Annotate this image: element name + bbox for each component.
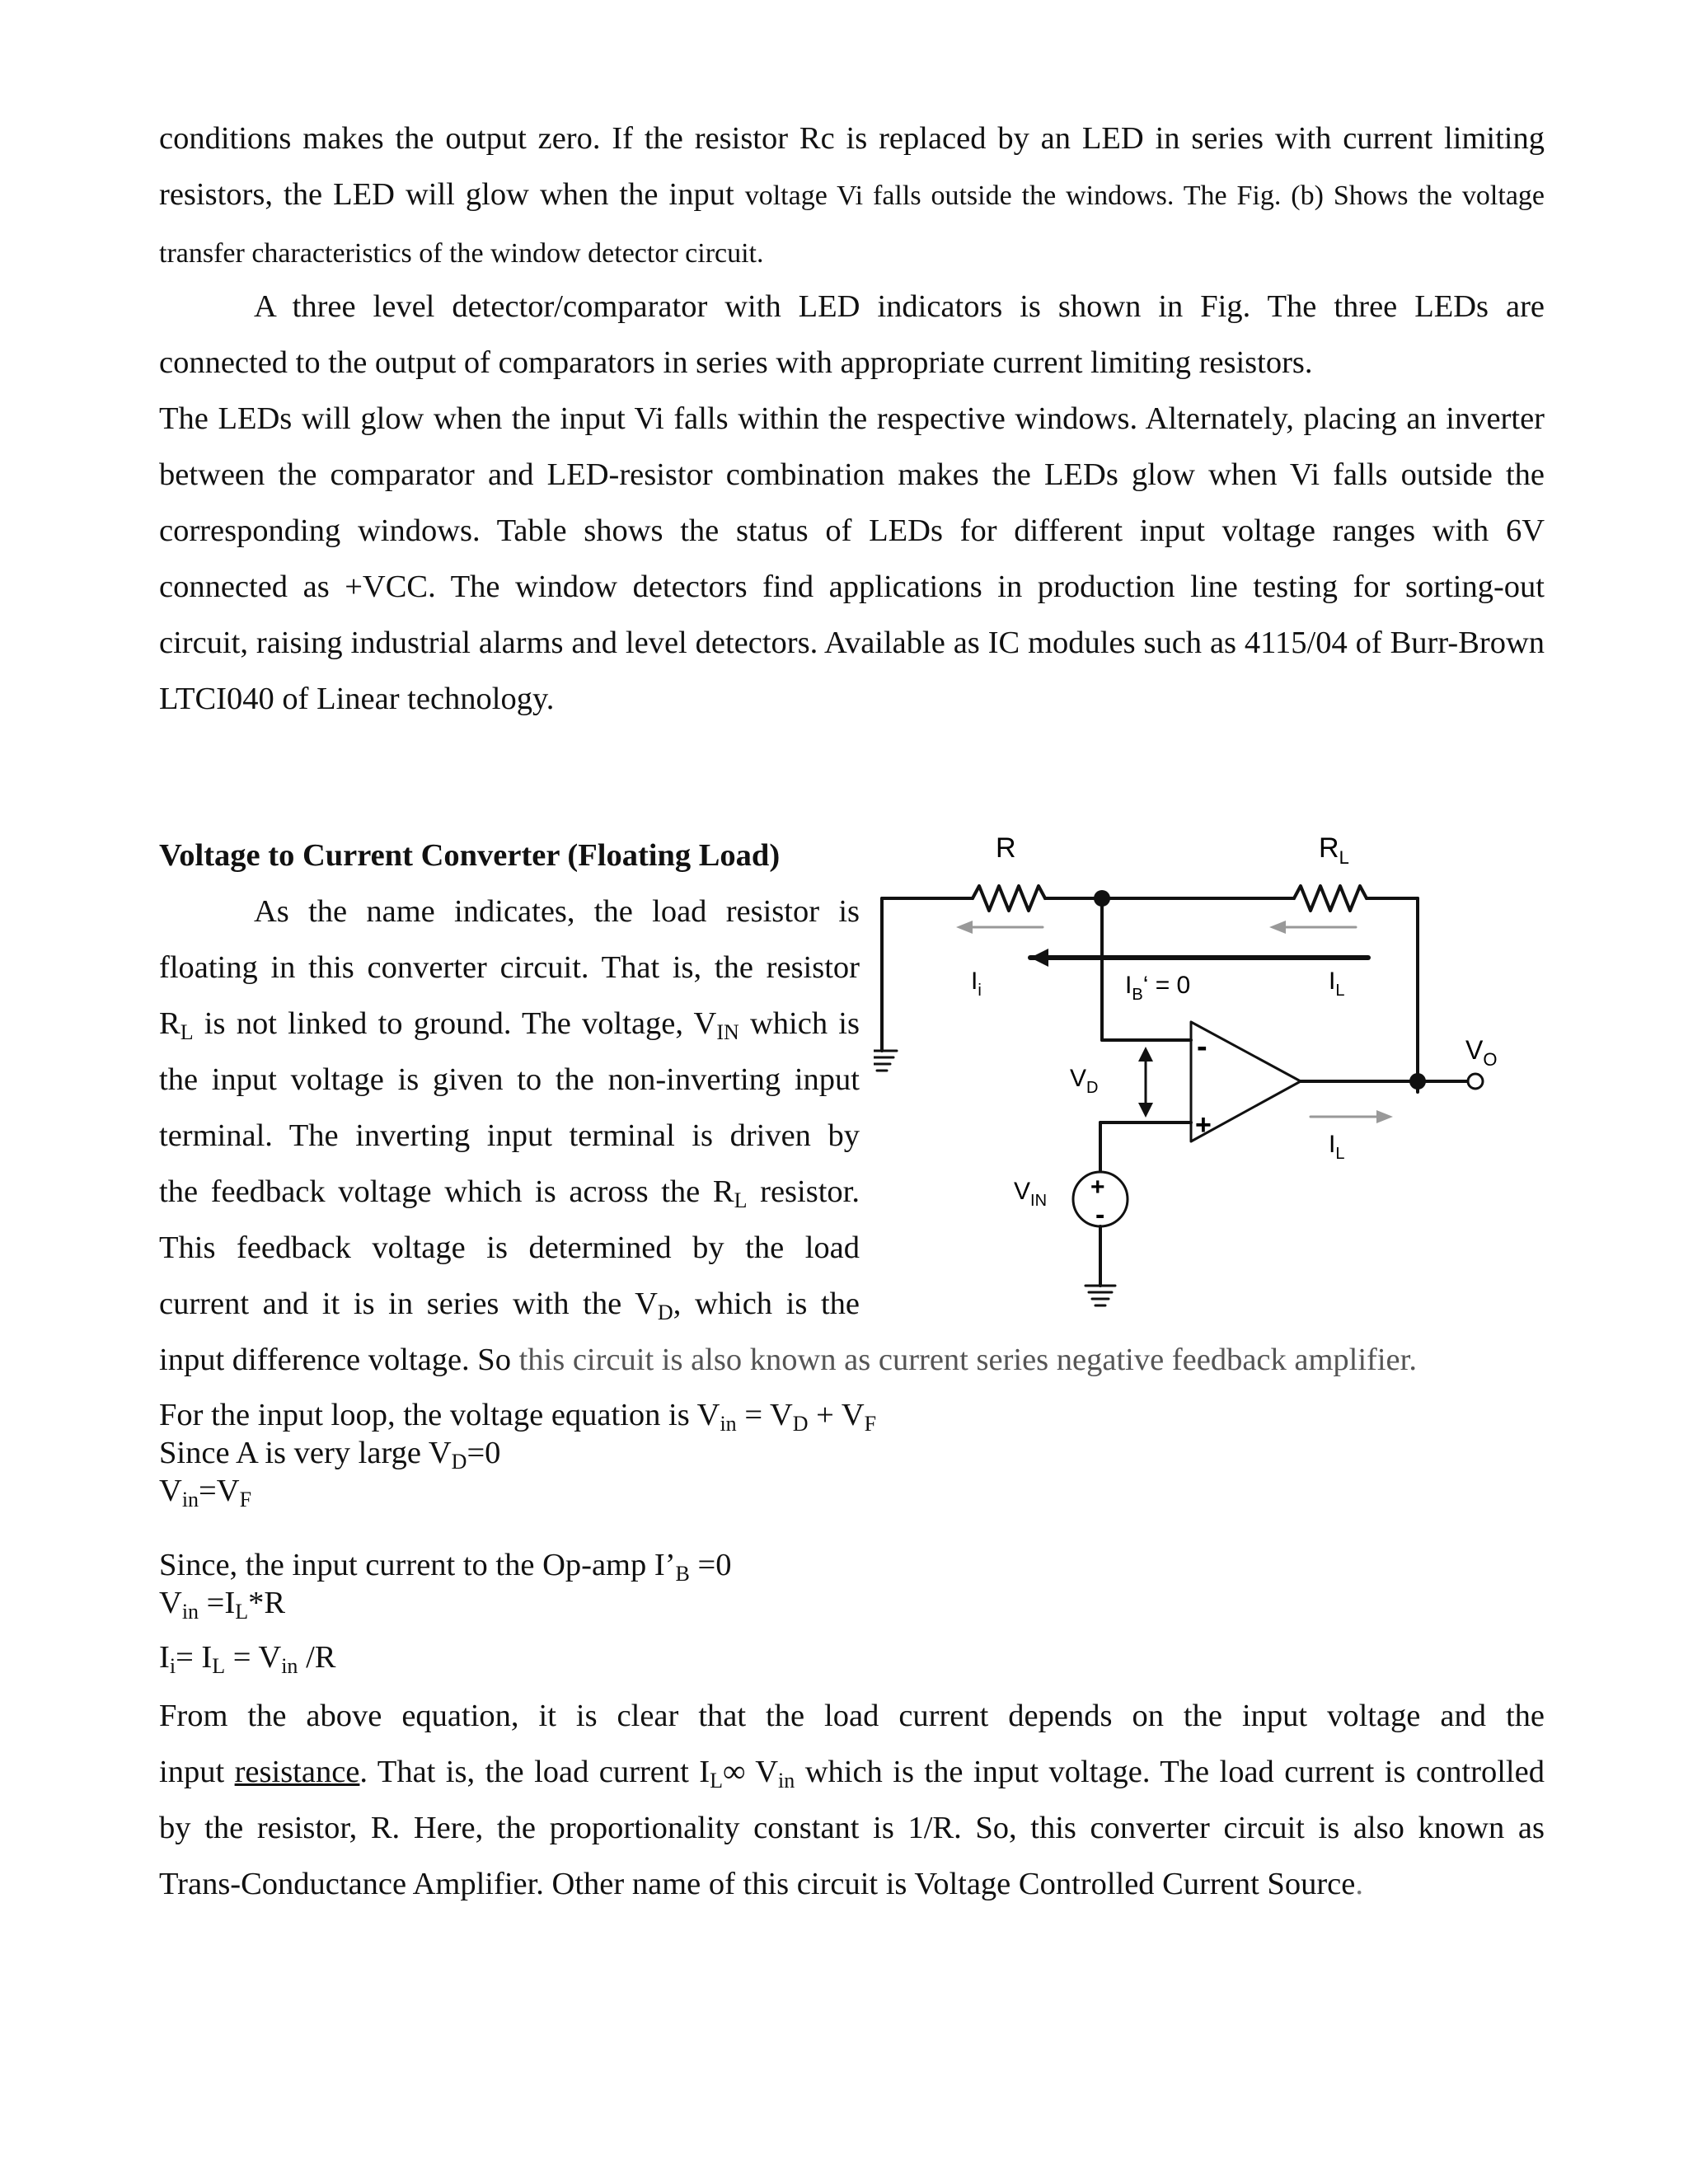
- intro-p1-text: conditions makes the output zero. If the resistor Rc is replaced by an LED in series with current limiting resistors, the LED will glow when the input: [159, 121, 1545, 212]
- source-minus: -: [1095, 1199, 1105, 1230]
- label-il-bottom: $I_L$: [1329, 1131, 1345, 1163]
- label-vo: $V_O$: [1465, 1035, 1498, 1070]
- col-line: floating in this converter circuit. That is, the resistor: [159, 950, 860, 985]
- section-full-line: input difference voltage. So this circuit is also known as current series negative feedback amplifier.: [159, 1343, 1417, 1377]
- closing-line-4: Trans-Conductance Amplifier. Other name of this circuit is Voltage Controlled Current Source.: [159, 1867, 1363, 1901]
- col-line: the feedback voltage which is across the $R_L$ resistor.: [159, 1174, 860, 1212]
- label-ib: $I_B‘ = 0$: [1125, 972, 1191, 1004]
- col-line: $R_L$ is not linked to ground. The voltage, $V_{IN}$ which is: [159, 1006, 860, 1044]
- col-line: current and it is in series with the $V_D$, which is the: [159, 1286, 860, 1324]
- intro-paragraph-3: The LEDs will glow when the input Vi falls within the respective windows. Alternately, placing an inverter between the comparator and LED-resistor combination makes the LEDs glow when Vi falls outside the corresponding windows. Table shows the status of LEDs for different input voltage ranges with 6V connected as +VCC. The window detectors find applications in production line testing for sorting-out circuit, raising industrial alarms and level detectors. Available as IC modules such as 4115/04 of Burr-Brown LTCI040 of Linear technology.: [159, 401, 1545, 716]
- equation-input-loop: For the input loop, the voltage equation is $V_{in} = V_D + V_F$: [159, 1398, 877, 1436]
- intro-paragraph-1: [159, 110, 1545, 282]
- source-plus: +: [1090, 1174, 1105, 1201]
- col-line: This feedback voltage is determined by the load: [159, 1230, 860, 1265]
- equation-current: $I_i= I_L = V_{in}$ /R: [159, 1640, 336, 1678]
- ground-symbol-bottom: [1085, 1286, 1115, 1305]
- resistor-r: [973, 886, 1045, 911]
- label-ii: $I_i$: [971, 968, 982, 1000]
- label-vin: $V_{IN}$: [1014, 1178, 1048, 1210]
- section-heading: Voltage to Current Converter (Floating Load): [159, 838, 781, 873]
- vi-converter-circuit-diagram: [874, 816, 1500, 1310]
- closing-line-1: From the above equation, it is clear that the load current depends on the input voltage and the: [159, 1699, 1545, 1733]
- col-line: terminal. The inverting input terminal is driven by: [159, 1118, 860, 1153]
- label-vd: $V_D$: [1070, 1065, 1099, 1097]
- equation-vd-zero: Since A is very large $V_D=0$: [159, 1436, 501, 1474]
- closing-paragraph: [159, 1688, 1545, 1912]
- ground-symbol-left: [874, 1051, 897, 1071]
- label-r: R: [996, 832, 1016, 864]
- current-arrow-head: [1030, 949, 1048, 967]
- resistor-rl: [1294, 886, 1367, 911]
- equation-vin-ilr: $V_{in} =I_L*R$: [159, 1586, 286, 1624]
- label-rl: $R_L$: [1319, 832, 1349, 868]
- closing-line-3: by the resistor, R. Here, the proportionality constant is 1/R. So, this converter circuit is also known as: [159, 1811, 1545, 1845]
- node-dot-top: [1094, 890, 1110, 907]
- op-amp-plus: +: [1195, 1109, 1212, 1141]
- label-il-top: $I_L$: [1329, 968, 1345, 1000]
- closing-line-2: input resistance. That is, the load current $I_L\infty$ $V_{in}$ which is the input voltage. The load current is controlled: [159, 1755, 1545, 1793]
- intro-p1-small-text: voltage Vi falls outside the windows. The Fig. (b) Shows the voltage transfer characteristics of the window detector circuit.: [159, 180, 1545, 269]
- il-top-arrow-head: [1269, 921, 1286, 934]
- intro-paragraph-2: A three level detector/comparator with LED indicators is shown in Fig. The three LEDs are connected to the output of comparators in series with appropriate current limiting resistors.: [159, 289, 1545, 380]
- op-amp-minus: -: [1197, 1029, 1207, 1064]
- col-line: As the name indicates, the load resistor is: [254, 894, 860, 929]
- output-terminal: [1468, 1074, 1483, 1089]
- col-line: the input voltage is given to the non-inverting input: [159, 1062, 860, 1097]
- node-dot-output: [1409, 1073, 1426, 1090]
- equation-vin-vf: $V_{in}=V_F$: [159, 1474, 252, 1511]
- resistance-link[interactable]: resistance: [234, 1755, 360, 1789]
- section-column-text: [159, 883, 860, 1332]
- vd-arrow-up: [1138, 1047, 1153, 1062]
- equation-ib-zero: Since, the input current to the Op-amp $I’_B =0$: [159, 1548, 732, 1586]
- ii-arrow-head: [956, 921, 973, 934]
- il-bottom-arrow-head: [1376, 1110, 1393, 1123]
- vd-arrow-down: [1138, 1103, 1153, 1118]
